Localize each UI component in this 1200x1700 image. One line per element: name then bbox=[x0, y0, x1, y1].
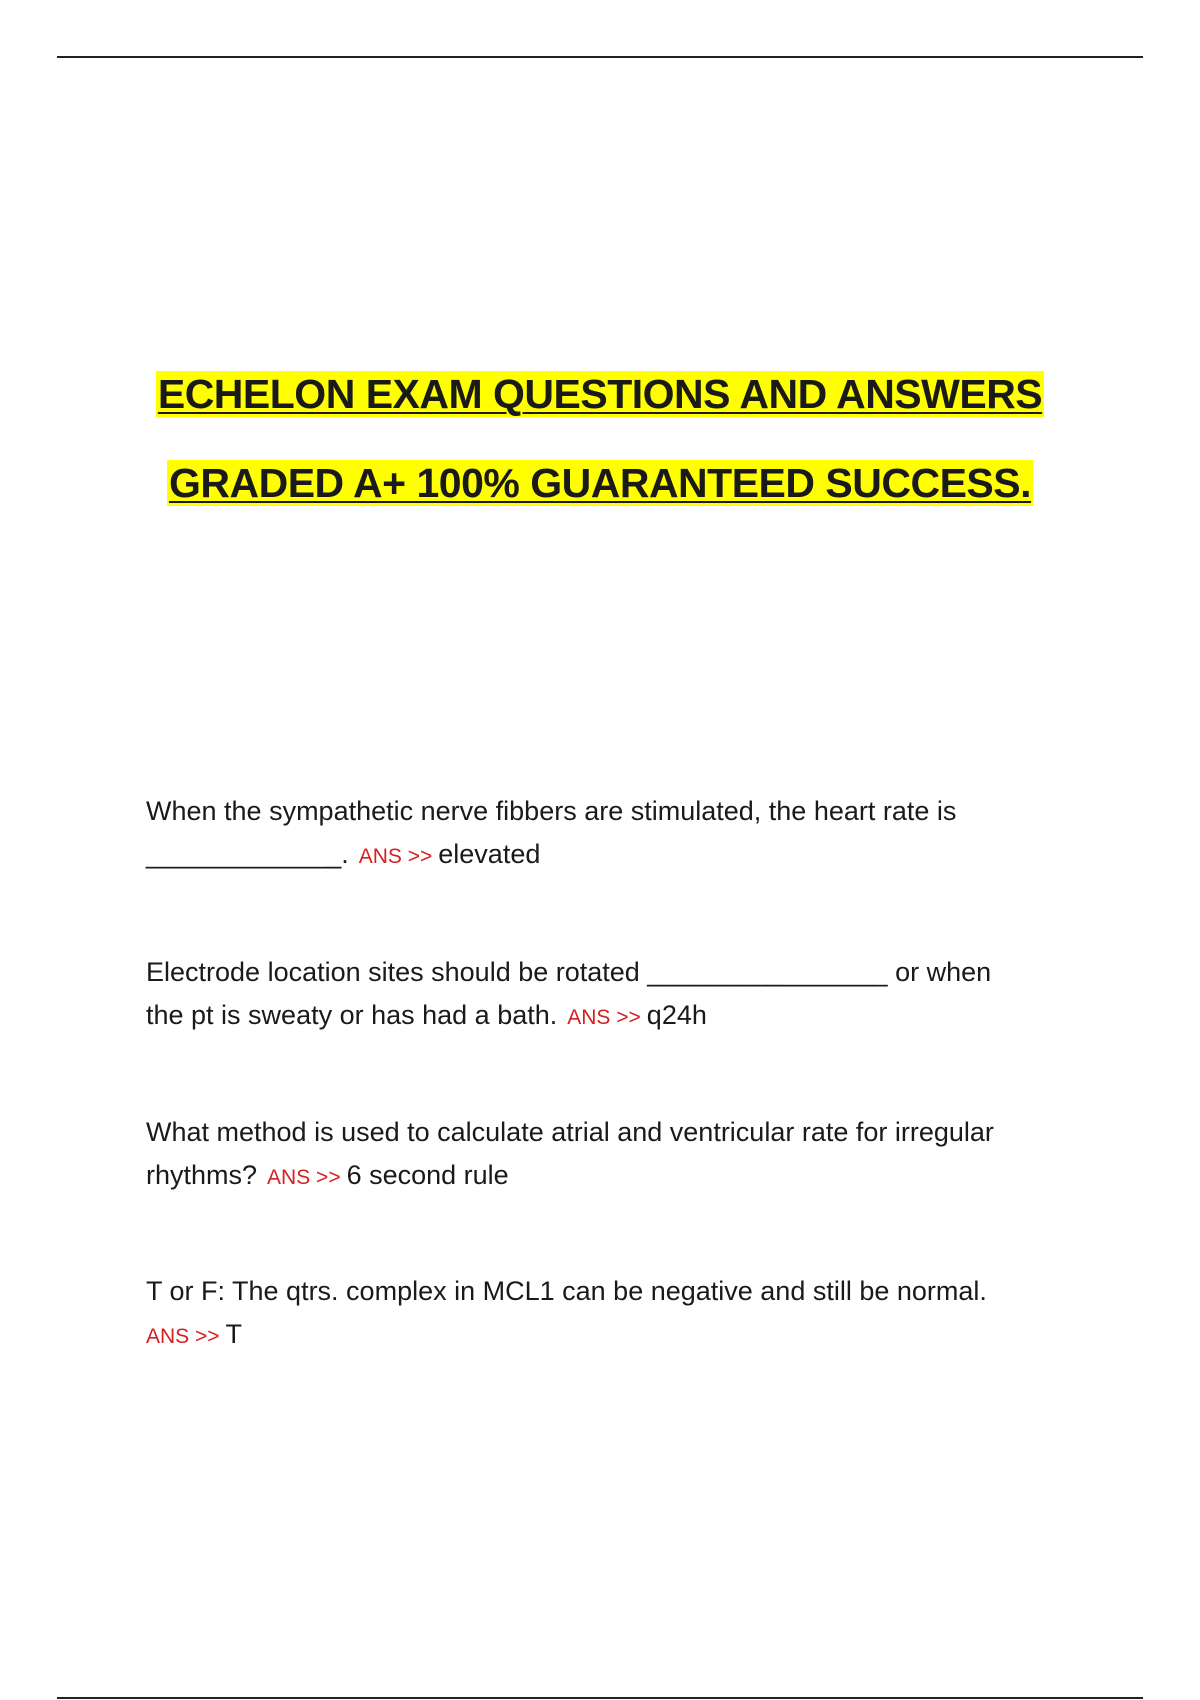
question-1-line-1: When the sympathetic nerve fibbers are stimulated, the heart rate is bbox=[146, 796, 957, 826]
answer-tag-4: ANS >> bbox=[146, 1325, 220, 1348]
question-4-line-1: T or F: The qtrs. complex in MCL1 can be negative and still be normal. bbox=[146, 1276, 987, 1306]
answer-tag-3: ANS >> bbox=[267, 1166, 341, 1189]
header-rule bbox=[57, 56, 1143, 58]
answer-tag-2: ANS >> bbox=[567, 1006, 641, 1029]
question-1-line-2 bbox=[146, 833, 1096, 878]
question-1-blank: _____________. bbox=[146, 839, 349, 869]
question-4-line-2 bbox=[146, 1313, 1096, 1358]
qa-item-4 bbox=[146, 1270, 1096, 1358]
question-2-line-2 bbox=[146, 994, 1096, 1039]
answer-4: T bbox=[225, 1319, 243, 1349]
qa-item-2 bbox=[146, 951, 1096, 1039]
question-3-text: rhythms? bbox=[146, 1160, 258, 1190]
question-3-line-2 bbox=[146, 1154, 1096, 1199]
qa-item-1 bbox=[146, 790, 1096, 878]
document-title-line-2 bbox=[0, 458, 1200, 508]
answer-2: q24h bbox=[646, 1000, 707, 1030]
footer-rule bbox=[57, 1697, 1143, 1699]
qa-item-3 bbox=[146, 1111, 1096, 1199]
title-highlight-2: GRADED A+ 100% GUARANTEED SUCCESS. bbox=[168, 460, 1032, 506]
answer-3: 6 second rule bbox=[346, 1160, 509, 1190]
question-2-text: the pt is sweaty or has had a bath. bbox=[146, 1000, 558, 1030]
question-3-line-1: What method is used to calculate atrial and ventricular rate for irregular bbox=[146, 1117, 994, 1147]
answer-tag-1: ANS >> bbox=[358, 845, 433, 868]
answer-1: elevated bbox=[438, 839, 541, 869]
document-title-line-1 bbox=[0, 369, 1200, 419]
question-2-line-1: Electrode location sites should be rotated ________________ or when bbox=[146, 957, 992, 987]
title-highlight-1: ECHELON EXAM QUESTIONS AND ANSWERS bbox=[157, 371, 1043, 417]
